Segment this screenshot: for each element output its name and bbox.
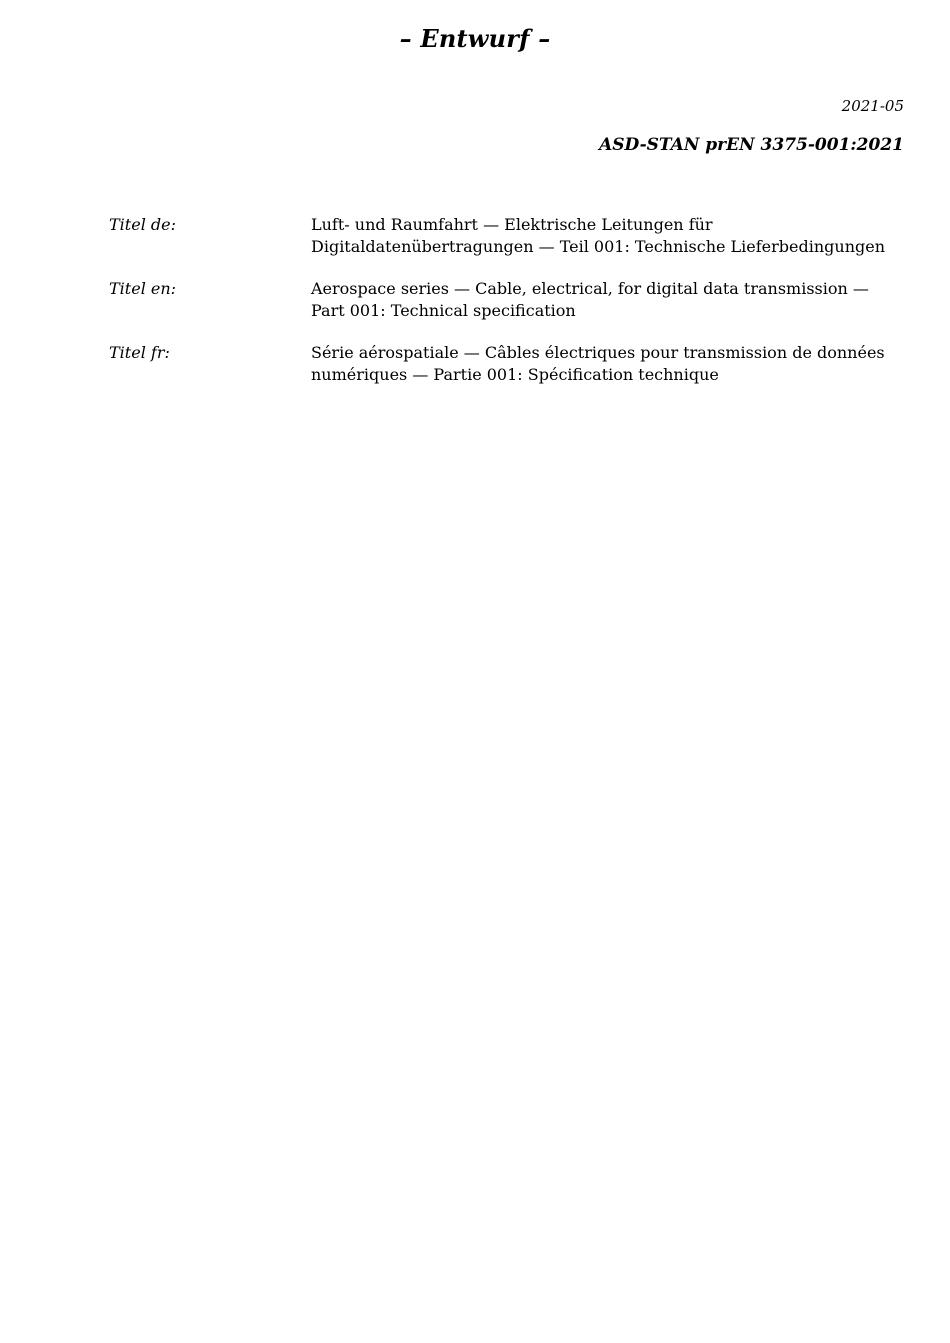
title-label-de: Titel de: bbox=[109, 215, 176, 234]
title-label-fr: Titel fr: bbox=[109, 343, 170, 362]
title-row-fr bbox=[109, 342, 909, 386]
title-label-en: Titel en: bbox=[109, 279, 177, 298]
title-block bbox=[109, 214, 909, 406]
title-value-en: Aerospace series — Cable, electrical, for digital data transmission — Part 001: Technical specification bbox=[311, 279, 869, 320]
document-number: ASD-STAN prEN 3375-001:2021 bbox=[599, 135, 904, 155]
draft-mark: – Entwurf – bbox=[399, 24, 551, 53]
title-row-de bbox=[109, 214, 909, 258]
title-value-de: Luft- und Raumfahrt — Elektrische Leitungen für Digitaldatenübertragungen — Teil 001: Technische Lieferbedingungen bbox=[311, 215, 886, 256]
title-row-en bbox=[109, 278, 909, 322]
document-date: 2021-05 bbox=[841, 97, 904, 115]
title-value-fr: Série aérospatiale — Câbles électriques pour transmission de données numériques — Partie 001: Spécification technique bbox=[311, 343, 885, 384]
